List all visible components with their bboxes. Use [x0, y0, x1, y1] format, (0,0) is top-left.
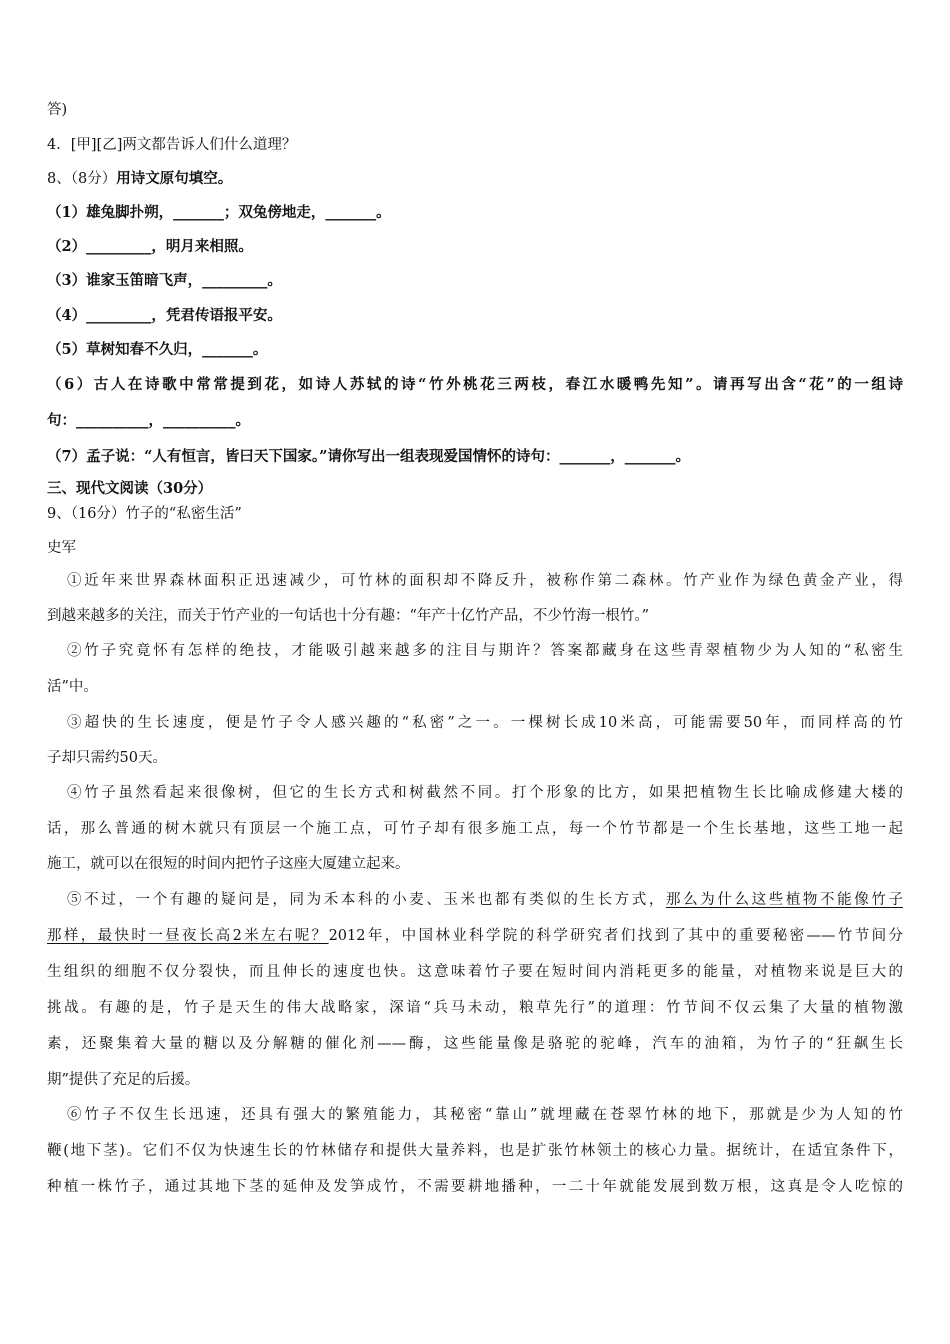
- question-8-item-6: （6）古人在诗歌中常常提到花，如诗人苏轼的诗“竹外桃花三两枝，春江水暖鸭先知”。请再写出含“花”的一组诗: [47, 376, 903, 393]
- text-line: 答): [47, 102, 68, 118]
- question-8-item-4: （4）_________，凭君传语报平安。: [47, 307, 282, 324]
- question-8-item-6-cont: 句：__________，__________。: [47, 412, 250, 429]
- paragraph-2-cont: 活”中。: [47, 679, 98, 695]
- paragraph-1-cont: 到越来越多的关注，而关于竹产业的一句话也十分有趣：“年产十亿竹产品，不少竹海一根竹。”: [47, 608, 650, 624]
- paragraph-6-cont: 种植一株竹子，通过其地下茎的延伸及发笋成竹，不需要耕地播种，一二十年就能发展到数万根，这真是令人吃惊的: [47, 1179, 903, 1195]
- author: 史军: [47, 540, 76, 556]
- question-8-item-2: （2）_________，明月来相照。: [47, 238, 253, 255]
- question-prompt: 用诗文原句填空。: [116, 170, 233, 187]
- paragraph-5-cont: [47, 925, 903, 947]
- paragraph-4-cont: 施工，就可以在很短的时间内把竹子这座大厦建立起来。: [47, 856, 410, 872]
- question-9-heading: 9、（16分）竹子的“私密生活”: [47, 506, 242, 522]
- paragraph-5-cont: 期”提供了充足的后援。: [47, 1072, 200, 1088]
- paragraph-3-cont: 子却只需约50天。: [47, 750, 167, 766]
- section-heading: 三、现代文阅读（30分）: [47, 480, 213, 497]
- paragraph-4: ④竹子虽然看起来很像树，但它的生长方式和树截然不同。打个形象的比方，如果把植物生长比喻成修建大楼的: [67, 785, 903, 801]
- paragraph-1: ①近年来世界森林面积正迅速减少，可竹林的面积却不降反升，被称作第二森林。竹产业作为绿色黄金产业，得: [67, 573, 903, 589]
- paragraph-6: ⑥竹子不仅生长迅速，还具有强大的繁殖能力，其秘密“靠山”就埋藏在苍翠竹林的地下，那就是少为人知的竹: [67, 1107, 903, 1123]
- underlined-sentence: 那样，最快时一昼夜长高2米左右呢？: [47, 928, 329, 944]
- question-number: 8、（8分）: [47, 171, 117, 187]
- question-8-item-1: （1）雄兔脚扑朔，_______；双兔傍地走，_______。: [47, 204, 391, 221]
- paragraph-5-cont: 生组织的细胞不仅分裂快，而且伸长的速度也快。这意味着竹子要在短时间内消耗更多的能量，对植物来说是巨大的: [47, 964, 903, 980]
- paragraph-5-cont: 挑战。有趣的是，竹子是天生的伟大战略家，深谙“兵马未动，粮草先行”的道理：竹节间不仅云集了大量的植物激: [47, 1000, 903, 1016]
- paragraph-5-cont: 素，还聚集着大量的糖以及分解糖的催化剂——酶，这些能量像是骆驼的驼峰，汽车的油箱，为竹子的“狂飙生长: [47, 1036, 903, 1052]
- question-8-item-5: （5）草树知春不久归，_______。: [47, 341, 268, 358]
- paragraph-5: [67, 889, 903, 911]
- question-8-heading: [47, 168, 232, 190]
- paragraph-2: ②竹子究竟怀有怎样的绝技，才能吸引越来越多的注目与期许？答案都藏身在这些青翠植物少为人知的“私密生: [67, 643, 903, 659]
- question-8-item-3: （3）谁家玉笛暗飞声，_________。: [47, 272, 282, 289]
- paragraph-3: ③超快的生长速度，便是竹子令人感兴趣的“私密”之一。一棵树长成10米高，可能需要50年，而同样高的竹: [67, 715, 903, 731]
- underlined-sentence: 那么为什么这些植物不能像竹子: [666, 892, 904, 908]
- question-8-item-7: （7）孟子说：“人有恒言，皆曰天下国家。”请你写出一组表现爱国情怀的诗句：_______，_______。: [47, 448, 691, 465]
- paragraph-6-cont: 鞭(地下茎)。它们不仅为快速生长的竹林储存和提供大量养料，也是扩张竹林领土的核心力量。据统计，在适宜条件下，: [47, 1143, 903, 1159]
- text-segment: 2012年，中国林业科学院的科学研究者们找到了其中的重要秘密——竹节间分: [328, 928, 903, 944]
- question-4: 4．[甲][乙]两文都告诉人们什么道理？: [47, 137, 297, 153]
- text-segment: ⑤不过，一个有趣的疑问是，同为禾本科的小麦、玉米也都有类似的生长方式，: [67, 892, 667, 908]
- paragraph-4-cont: 话，那么普通的树木就只有顶层一个施工点，可竹子却有很多施工点，每一个竹节都是一个生长基地，这些工地一起: [47, 821, 903, 837]
